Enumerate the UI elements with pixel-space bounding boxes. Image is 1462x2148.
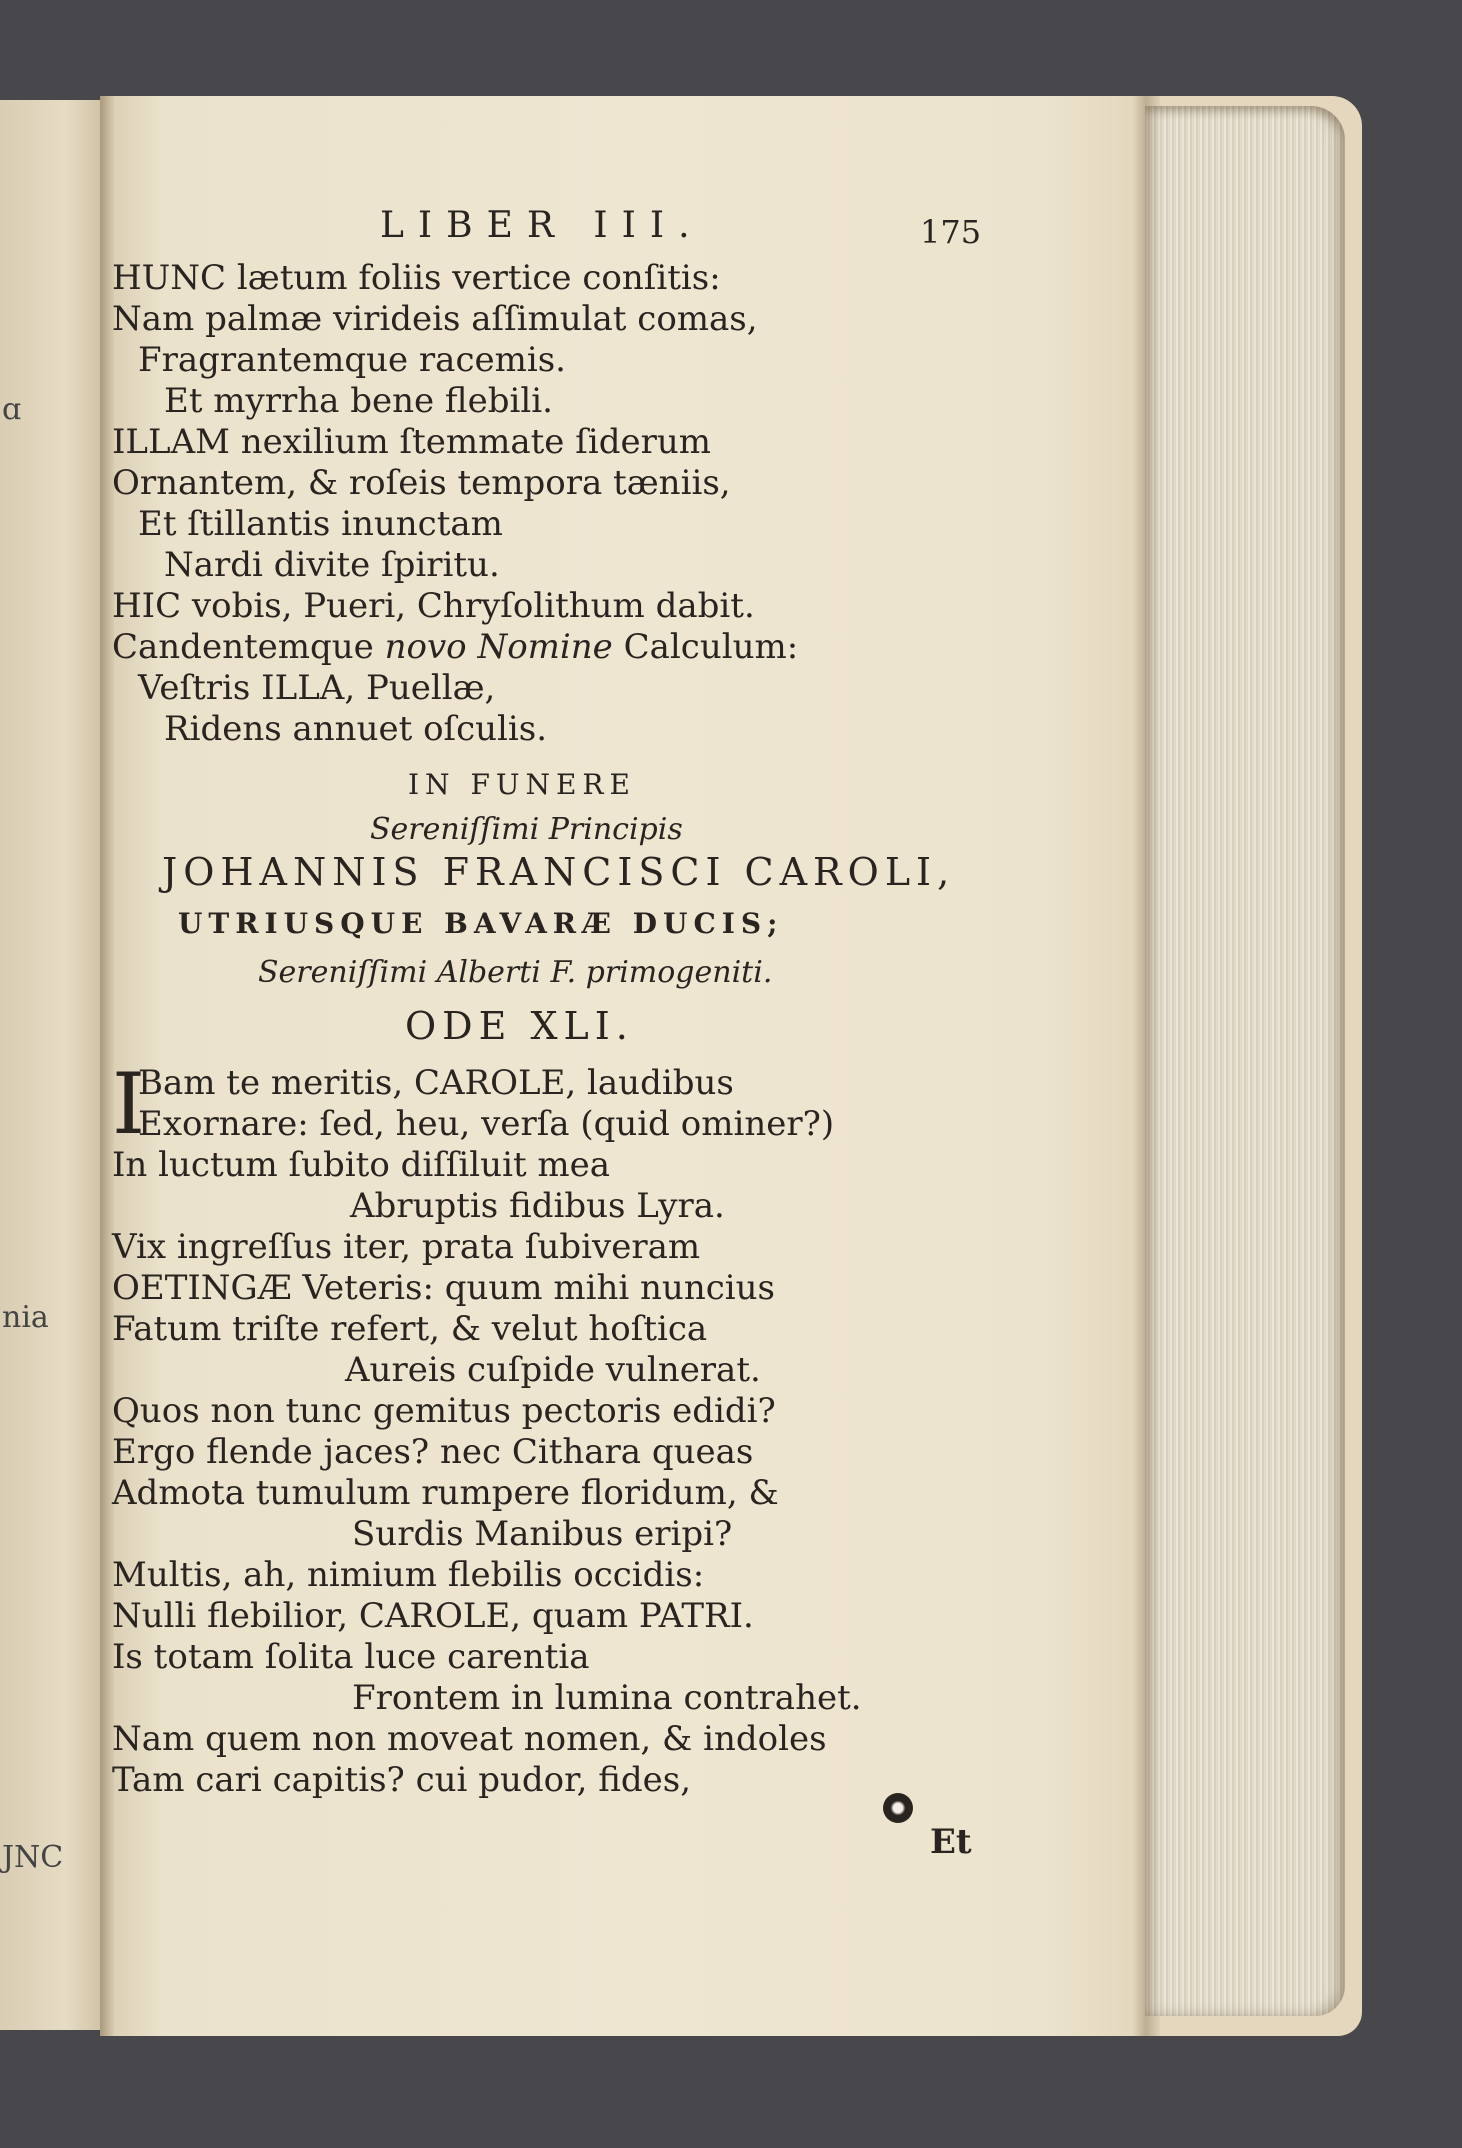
verse-line-candentem (112, 627, 798, 667)
verse-text: Candentemque (112, 627, 374, 667)
funeral-heading: IN FUNERE (408, 768, 636, 801)
verse-line: Ridens annuet oſculis. (164, 709, 548, 749)
prince-parentage: Sereniſſimi Alberti F. primogeniti. (258, 955, 773, 990)
verse-line: Nardi divite ſpiritu. (164, 545, 500, 585)
verse-text: Calculum: (623, 627, 799, 667)
drop-cap: I (112, 1055, 146, 1153)
verse-line: Surdis Manibus eripi? (352, 1514, 733, 1554)
verse-line: Aureis cuſpide vulnerat. (345, 1350, 761, 1390)
verse-line: Admota tumulum rumpere floridum, & (112, 1473, 779, 1513)
verse-line: OETINGÆ Veteris: quum mihi nuncius (112, 1268, 775, 1308)
verse-line: Nam palmæ virideis aſſimulat comas, (112, 299, 758, 339)
running-head-title: LIBER III. (380, 205, 704, 246)
verse-line: Quos non tunc gemitus pectoris edidi? (112, 1391, 776, 1431)
verse-line: Tam cari capitis? cui pudor, fides, (112, 1760, 692, 1800)
verse-line: Abruptis fidibus Lyra. (350, 1186, 725, 1226)
verse-line: Et myrrha bene flebili. (164, 381, 553, 421)
verse-line: Nulli flebilior, CAROLE, quam PATRI. (112, 1596, 754, 1636)
left-page-fragment: JNC (2, 1840, 64, 1875)
verse-line: Vix ingreſſus iter, prata ſubiveram (112, 1227, 701, 1267)
verse-line: HIC vobis, Pueri, Chryſolithum dabit. (112, 586, 755, 626)
verse-line: Multis, ah, nimium flebilis occidis: (112, 1555, 705, 1595)
italic-text: novo Nomine (384, 627, 613, 667)
verse-line: Fragrantemque racemis. (138, 340, 566, 380)
verse-line: Fatum triſte refert, & velut hoſtica (112, 1309, 708, 1349)
funeral-subheading: Sereniſſimi Principis (370, 812, 683, 847)
ink-blot (883, 1793, 913, 1823)
left-page-fragment: nia (2, 1300, 49, 1335)
verse-line: Exornare: ſed, heu, verſa (quid ominer?) (138, 1104, 835, 1144)
verse-line: Ergo flende jaces? nec Cithara queas (112, 1432, 754, 1472)
verse-line: In luctum ſubito diſſiluit mea (112, 1145, 611, 1185)
catchword: Et (930, 1822, 972, 1862)
verse-line: HUNC lætum foliis vertice conſitis: (112, 258, 721, 298)
verse-line: Nam quem non moveat nomen, & indoles (112, 1719, 827, 1759)
prince-title: UTRIUSQUE BAVARÆ DUCIS; (178, 907, 784, 940)
verse-line: Bam te meritis, CAROLE, laudibus (138, 1063, 734, 1103)
ode-title: ODE XLI. (405, 1004, 634, 1048)
prince-name: JOHANNIS FRANCISCI CAROLI, (162, 850, 956, 894)
verse-line: Is totam ſolita luce carentia (112, 1637, 590, 1677)
verse-line: Veſtris ILLA, Puellæ, (138, 668, 496, 708)
verse-line: Frontem in lumina contrahet. (352, 1678, 862, 1718)
verse-line: Et ſtillantis inunctam (138, 504, 503, 544)
page-number: 175 (920, 213, 982, 251)
verse-line: Ornantem, & roſeis tempora tæniis, (112, 463, 731, 503)
verse-line: ILLAM nexilium ſtemmate ſiderum (112, 422, 711, 462)
left-page-fragment: ɑ (2, 392, 22, 427)
